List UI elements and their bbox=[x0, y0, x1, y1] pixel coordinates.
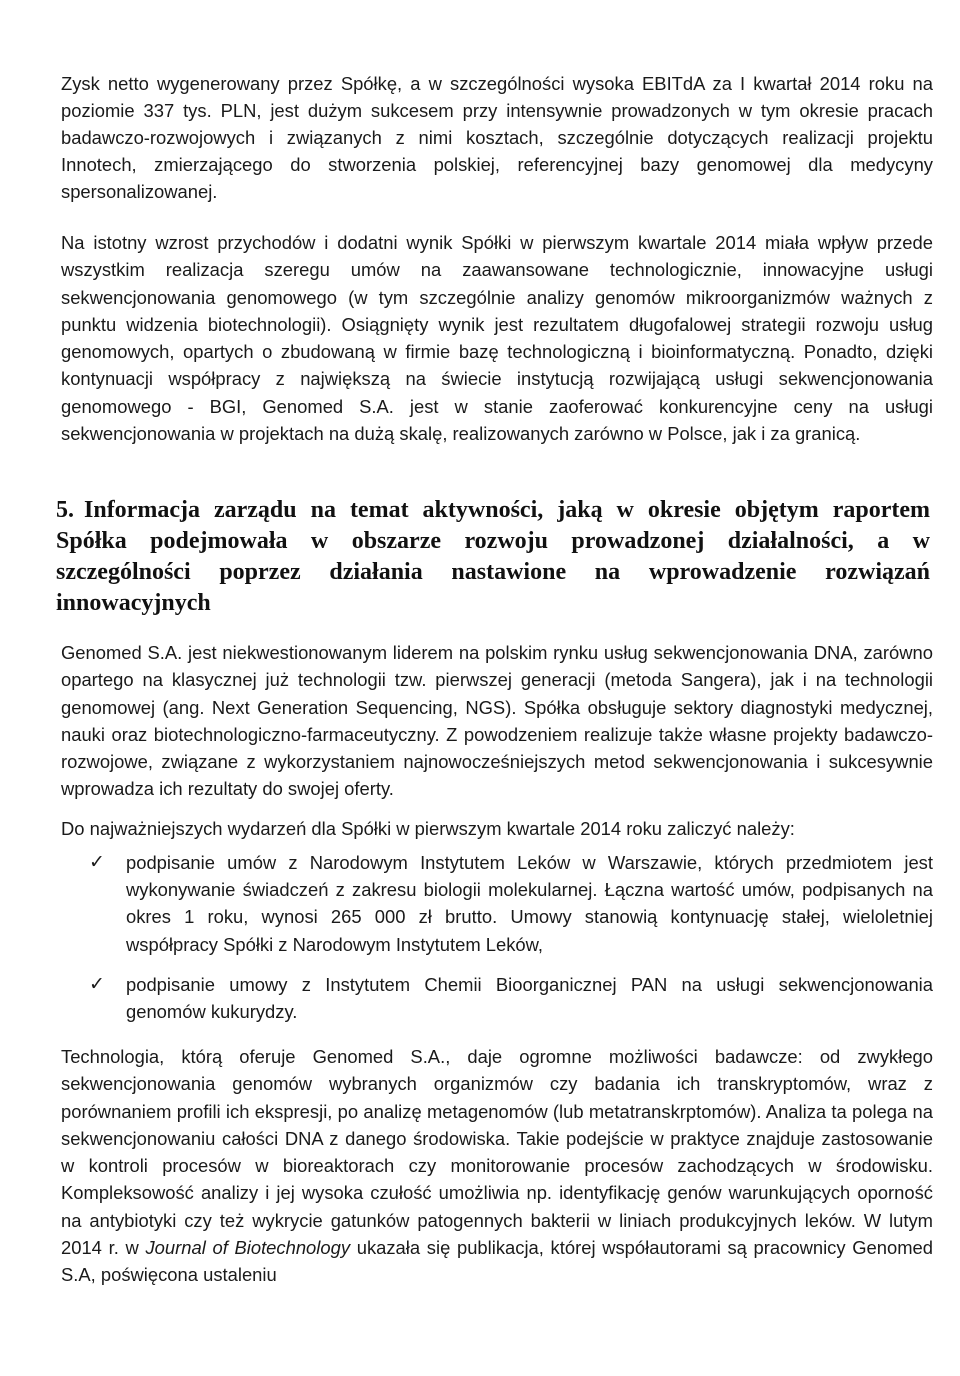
list-item-text: podpisanie umów z Narodowym Instytutem Leków w Warszawie, których przedmiotem jest wykonywanie świadczeń z zakresu biologii molekularnej. Łączna wartość umów, podpisanych na okres 1 roku, wynosi 265 000 zł brutto. Umowy stanowią kontynuację stałej, wieloletniej współpracy Spółki z Narodowym Instytutem Leków, bbox=[126, 852, 933, 955]
checkmark-icon: ✓ bbox=[89, 851, 105, 873]
list-item-text: podpisanie umowy z Instytutem Chemii Bioorganicznej PAN na usługi sekwencjonowania genomów kukurydzy. bbox=[126, 973, 933, 1023]
technology-text: Technologia, którą oferuje Genomed S.A., daje ogromne możliwości badawcze: od zwykłego sekwencjonowania genomów wybranych organizmów czy badania ich transkryptomów, wraz z porównaniem profili ich ekspresji, po analizę metagenomów (lub metatranskrptomów). Analiza ta polega na sekwencjonowaniu całości DNA z danego środowiska. Takie podejście w praktyce znajduje zastosowanie w kontroli procesów w bioreaktorach czy monitorowanie procesów zachodzących w środowisku. Kompleksowość analizy i jej wysoka czułość umożliwia np. identyfikację genów warunkujących oporność na antybiotyki czy też wykrycie gatunków patogennych bakterii w liniach produkcyjnych leków. W lutym 2014 r. w bbox=[61, 1046, 933, 1259]
journal-title: Journal of Biotechnology bbox=[145, 1237, 351, 1259]
section-heading bbox=[56, 495, 930, 619]
technology-text-end: ukazała się publikacja, której współautorami są pracownicy Genomed S.A, poświęcona ustaleniu bbox=[61, 1237, 933, 1286]
paragraph-leader: Genomed S.A. jest niekwestionowanym liderem na polskim rynku usług sekwencjonowania DNA, zarówno opartego na klasycznej już technologii tzw. pierwszej generacji (metoda Sangera), jak i na technologii genomowej (ang. Next Generation Sequencing, NGS). Spółka obsługuje sektory diagnostyki medycznej, nauki oraz biotechnologiczno-farmaceutyczny. Z powodzeniem realizuje także własne projekty badawczo-rozwojowe, związane z wykorzystaniem najnowocześniejszych metod sekwencjonowania i sukcesywnie wprowadza ich rezultaty do swojej oferty. bbox=[61, 642, 933, 800]
paragraph-revenue: Na istotny wzrost przychodów i dodatni wynik Spółki w pierwszym kwartale 2014 miała wpływ przede wszystkim realizacja szeregu umów na zaawansowane technologicznie, innowacyjne usługi sekwencjonowania genomowego (w tym szczególnie analizy genomów mikroorganizmów ważnych z punktu widzenia biotechnologii). Osiągnięty wynik jest rezultatem długofalowej strategii rozwoju usług genomowych, opartych o zbudowaną w firmie bazę technologiczną i bioinformatyczną. Ponadto, dzięki kontynuacji współpracy z największą na świecie instytucją rozwijającą usługi sekwencjonowania genomowego - BGI, Genomed S.A. jest w stanie zaoferować konkurencyjne ceny na usługi sekwencjonowania w projektach na dużą skalę, realizowanych zarówno w Polsce, jak i za granicą. bbox=[61, 232, 933, 445]
section-number: 5. bbox=[56, 497, 74, 523]
list-item bbox=[61, 849, 933, 958]
paragraph-profit: Zysk netto wygenerowany przez Spółkę, a w szczególności wysoka EBITdA za I kwartał 2014 roku na poziomie 337 tys. PLN, jest dużym sukcesem przy intensywnie prowadzonych w tym okresie pracach badawczo-rozwojowych i związanych z nimi kosztach, szczególnie dotyczących realizacji projektu Innotech, zmierzającego do stworzenia polskiej, referencyjnej bazy genomowej dla medycyny spersonalizowanej. bbox=[61, 73, 933, 202]
paragraph-technology bbox=[61, 1043, 933, 1289]
events-list bbox=[61, 849, 933, 1025]
events-intro: Do najważniejszych wydarzeń dla Spółki w pierwszym kwartale 2014 roku zaliczyć należy: bbox=[61, 818, 795, 839]
checkmark-icon: ✓ bbox=[89, 972, 105, 995]
list-item bbox=[61, 971, 933, 1025]
section-title: Informacja zarządu na temat aktywności, jaką w okresie objętym raportem Spółka podejmowała w obszarze rozwoju prowadzonej działalności, a w szczególności poprzez działania nastawione na wprowadzenie rozwiązań innowacyjnych bbox=[56, 497, 930, 616]
